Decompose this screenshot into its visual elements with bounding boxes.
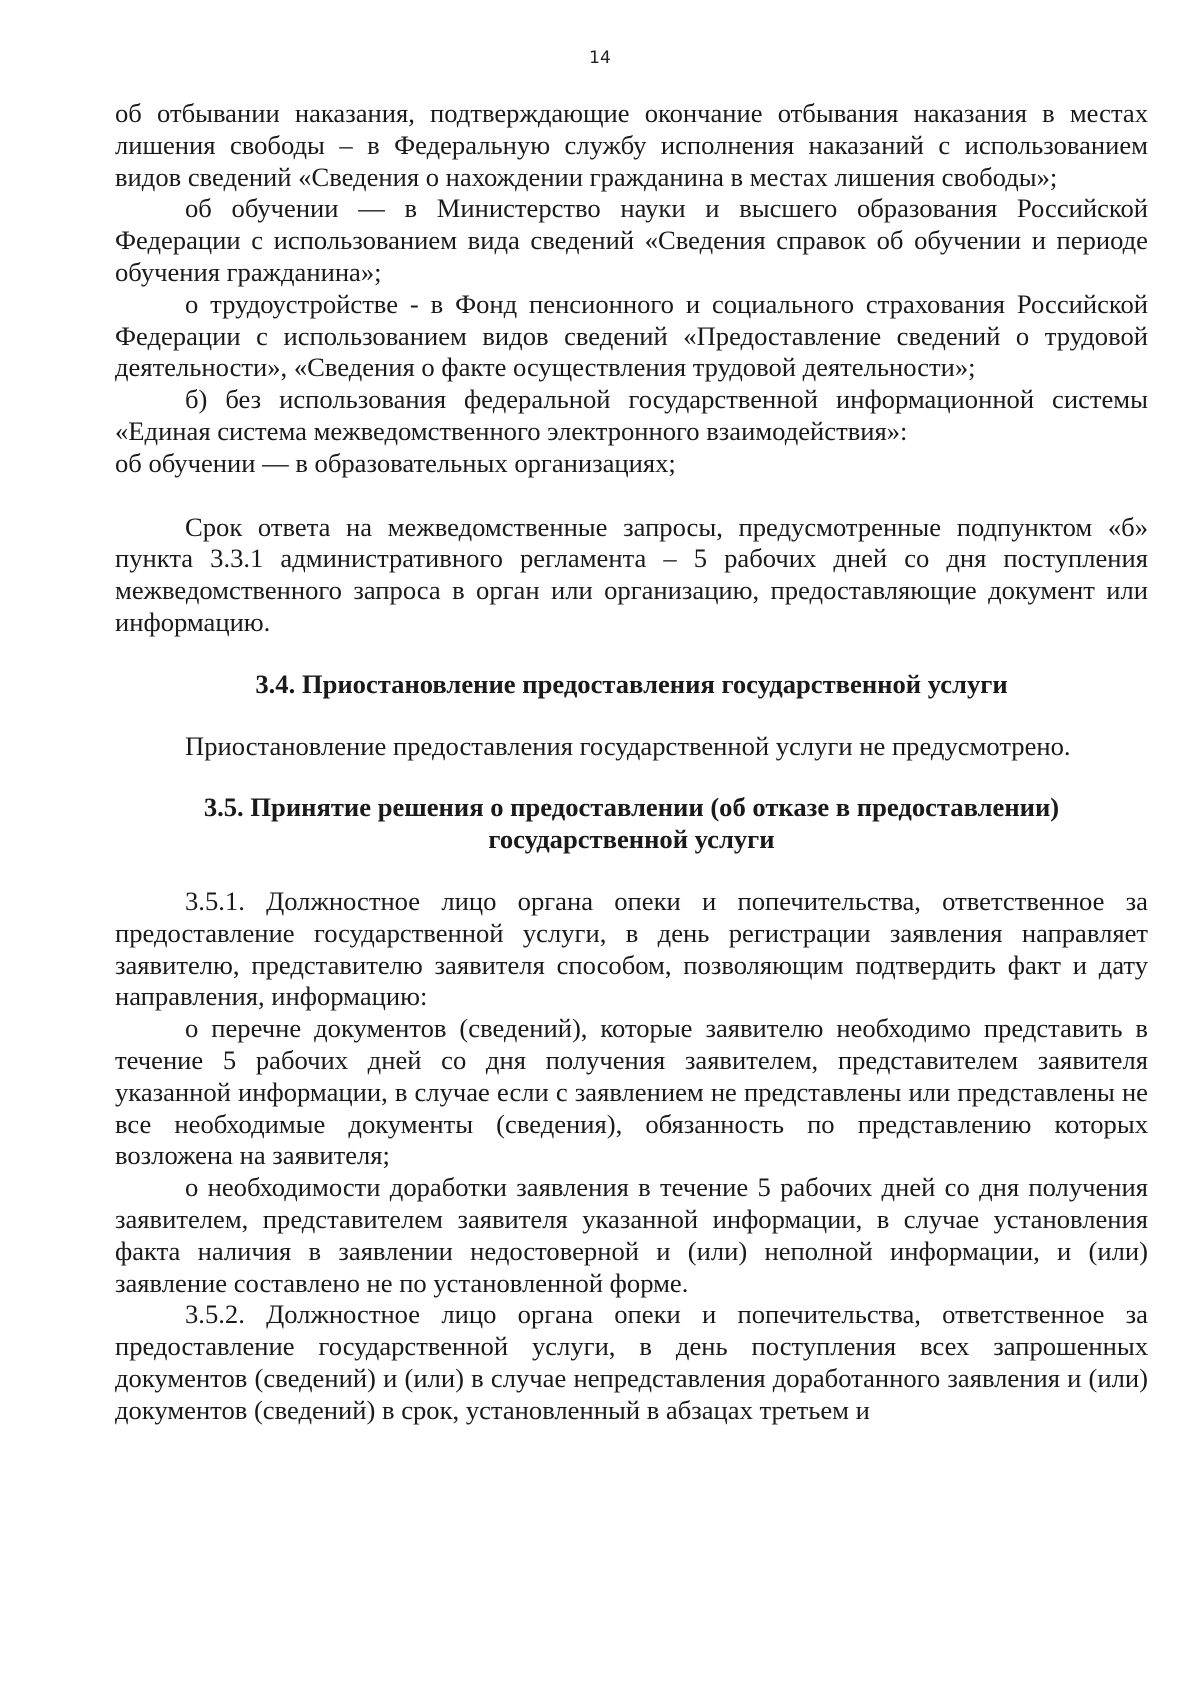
paragraph-education-organizations: об обучении — в образовательных организациях; xyxy=(115,447,676,478)
section-heading-3-4: 3.4. Приостановление предоставления государственной услуги xyxy=(255,668,1008,699)
page-number: 14 xyxy=(589,48,611,68)
paragraph-without-smev: б) без использования федеральной государственной информационной системы «Единая система межведомственного электронного взаимодействия»: xyxy=(115,384,1148,446)
paragraph-employment-fund: о трудоустройстве - в Фонд пенсионного и социального страхования Российской Федерации с использованием видов сведений «Предоставление сведений о трудовой деятельности», «Сведения о факте осуществления трудовой деятельности»; xyxy=(115,288,1148,383)
paragraph-response-deadline: Срок ответа на межведомственные запросы, предусмотренные подпунктом «б» пункта 3.3.1 административного регламента – 5 рабочих дней со дня поступления межведомственного запроса в орган или организацию, предоставляющие документ или информацию. xyxy=(115,511,1148,637)
paragraph-prison-release: об отбывании наказания, подтверждающие окончание отбывания наказания в местах лишения свободы – в Федеральную службу исполнения наказаний с использованием видов сведений «Сведения о нахождении гражданина в местах лишения свободы»; xyxy=(115,98,1148,192)
paragraph-documents-list: о перечне документов (сведений), которые заявителю необходимо представить в течение 5 рабочих дней со дня получения заявителем, представителем заявителя указанной информации, в случае если с заявлением не представлены или представлены не все необходимые документы (сведения), обязанность по представлению которых возложена на заявителя; xyxy=(115,1013,1148,1171)
paragraph-3-5-1: 3.5.1. Должностное лицо органа опеки и попечительства, ответственное за предоставление государственной услуги, в день регистрации заявления направляет заявителю, представителю заявителя способом, позволяющим подтвердить факт и дату направления, информацию: xyxy=(115,885,1148,1012)
document-body xyxy=(115,98,1148,1426)
paragraph-suspension: Приостановление предоставления государственной услуги не предусмотрено. xyxy=(185,730,1071,761)
section-heading-3-5-line2: государственной услуги xyxy=(488,824,775,855)
paragraph-3-5-2: 3.5.2. Должностное лицо органа опеки и попечительства, ответственное за предоставление государственной услуги, в день поступления всех запрошенных документов (сведений) и (или) в случае непредставления доработанного заявления и (или) документов (сведений) в срок, установленный в абзацах третьем и xyxy=(115,1299,1148,1425)
paragraph-revision-needed: о необходимости доработки заявления в течение 5 рабочих дней со дня получения заявителем, представителем заявителя указанной информации, в случае установления факта наличия в заявлении недостоверной и (или) неполной информации, и (или) заявление составлено не по установленной форме. xyxy=(115,1172,1148,1298)
section-heading-3-5-line1: 3.5. Принятие решения о предоставлении (об отказе в предоставлении) xyxy=(203,792,1060,823)
paragraph-education-ministry: об обучении — в Министерство науки и высшего образования Российской Федерации с использованием вида сведений «Сведения справок об обучении и периоде обучения гражданина»; xyxy=(115,193,1148,287)
section-heading-3-5 xyxy=(115,792,1148,856)
